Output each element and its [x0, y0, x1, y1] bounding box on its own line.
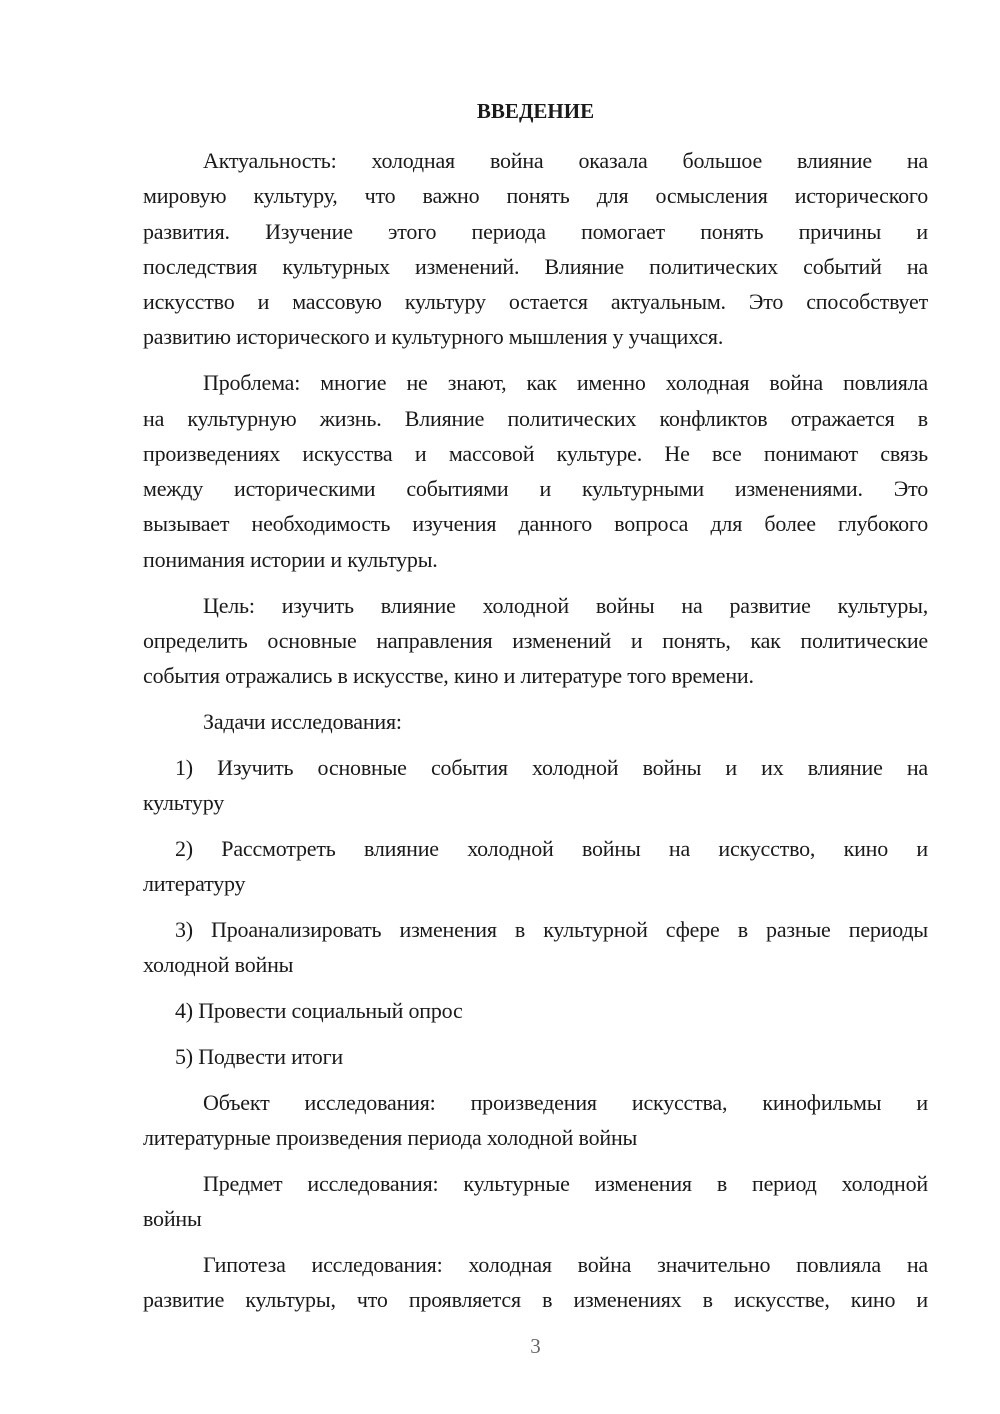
text-line: произведениях искусства и массовой культуре. Не все понимают связь	[143, 440, 928, 466]
text-line: искусство и массовую культуру остается актуальным. Это способствует	[143, 289, 928, 315]
paragraph	[143, 365, 928, 577]
section-heading: ВВЕДЕНИЕ	[476, 99, 595, 123]
text-line: Предмет исследования: культурные изменения в период холодной	[203, 1170, 928, 1196]
page-number: 3	[530, 1334, 541, 1358]
text-line: мировую культуру, что важно понять для осмысления исторического	[143, 183, 928, 209]
task-list-item	[143, 1039, 928, 1074]
text-line: между историческими событиями и культурными изменениями. Это	[143, 476, 928, 502]
text-line: 3) Проанализировать изменения в культурной сфере в разные периоды	[175, 916, 928, 942]
paragraph	[143, 704, 928, 739]
text-line: холодной войны	[143, 952, 294, 978]
text-line: определить основные направления изменений и понять, как политические	[143, 627, 928, 653]
document-body	[143, 143, 928, 1328]
paragraph	[143, 1085, 928, 1156]
text-line: на культурную жизнь. Влияние политических конфликтов отражается в	[143, 405, 928, 431]
task-list-item	[143, 831, 928, 902]
task-list-item	[143, 912, 928, 983]
text-line: 1) Изучить основные события холодной войны и их влияние на	[175, 754, 928, 780]
text-line: Проблема: многие не знают, как именно холодная война повлияла	[203, 370, 928, 396]
paragraph	[143, 1247, 928, 1318]
text-line: Гипотеза исследования: холодная война значительно повлияла на	[203, 1251, 928, 1277]
text-line: войны	[143, 1206, 202, 1232]
text-line: Объект исследования: произведения искусства, кинофильмы и	[203, 1089, 928, 1115]
text-line: события отражались в искусстве, кино и литературе того времени.	[143, 663, 754, 689]
paragraph	[143, 588, 928, 694]
text-line: литературные произведения периода холодной войны	[143, 1124, 638, 1150]
paragraph	[143, 143, 928, 355]
text-line: 4) Провести социальный опрос	[175, 998, 463, 1024]
task-list-item	[143, 993, 928, 1028]
text-line: вызывает необходимость изучения данного вопроса для более глубокого	[143, 511, 928, 537]
text-line: понимания истории и культуры.	[143, 546, 438, 572]
text-line: культуру	[143, 790, 225, 816]
text-line: развития. Изучение этого периода помогает понять причины и	[143, 218, 928, 244]
task-list-item	[143, 750, 928, 821]
text-line: Задачи исследования:	[203, 708, 402, 734]
paragraph	[143, 1166, 928, 1237]
text-line: последствия культурных изменений. Влияние политических событий на	[143, 253, 928, 279]
text-line: 5) Подвести итоги	[175, 1043, 343, 1069]
text-line: развитие культуры, что проявляется в изменениях в искусстве, кино и	[143, 1287, 928, 1313]
text-line: 2) Рассмотреть влияние холодной войны на искусство, кино и	[175, 835, 928, 861]
text-line: развитию исторического и культурного мышления у учащихся.	[143, 324, 724, 350]
text-line: литературу	[143, 871, 246, 897]
text-line: Актуальность: холодная война оказала большое влияние на	[203, 148, 928, 173]
text-line: Цель: изучить влияние холодной войны на развитие культуры,	[203, 592, 928, 618]
